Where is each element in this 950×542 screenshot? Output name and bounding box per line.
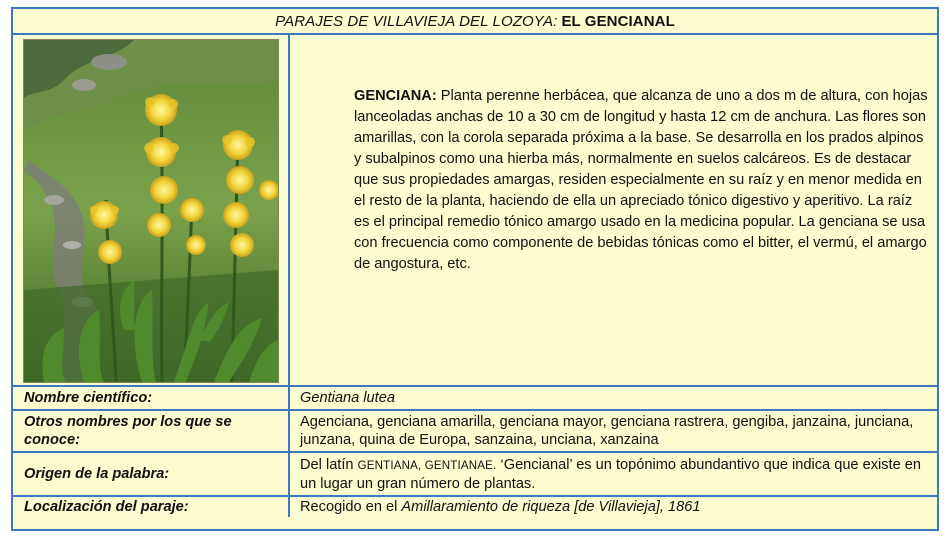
- description-text: [354, 86, 929, 275]
- location-value: Recogido en el Amillaramiento de riqueza [de Villavieja], 1861: [300, 499, 701, 515]
- info-sheet: [11, 7, 939, 531]
- scientific-name-label: Nombre científico:: [13, 387, 290, 409]
- scientific-name-value: Gentiana lutea: [300, 390, 395, 406]
- latin-etymon: GENTIANA, GENTIANAE.: [357, 459, 497, 472]
- gentian-flower-photo: [23, 39, 279, 383]
- photo-cell: [13, 35, 290, 385]
- location-label: Localización del paraje:: [13, 497, 290, 517]
- location-source: Amillaramiento de riqueza [de Villavieja], 1861: [401, 499, 701, 515]
- table-row-word-origin: [13, 453, 937, 497]
- place-name: EL GENCIANAL: [561, 12, 675, 30]
- description-cell: [290, 35, 937, 385]
- other-names-label: Otros nombres por los que se conoce:: [13, 411, 290, 451]
- title-bar: [13, 9, 937, 35]
- word-origin-value: Del latín GENTIANA, GENTIANAE. ‘Gencianal’ es un topónimo abundantivo que indica que existe en un lugar un gran número de plantas.: [300, 456, 922, 492]
- description-body: Planta perenne herbácea, que alcanza de uno a dos m de altura, con hojas lanceoladas anchas de 10 a 30 cm de longitud y hasta 12 cm de anchura. Las flores son amarillas, con la corola separada próxima a la base. Se desarrolla en los prados alpinos y subalpinos como una hierba más, normalmente en suelos calcáreos. Es de destacar que sus propiedades amargas, residen especialmente en su raíz y en menor medida en el resto de la planta, haciendo de ella un apreciado tónico digestivo y aperitivo. La raíz es el principal remedio tónico amargo usado en la medicina popular. La genciana se usa con frecuencia como componente de bebidas tónicas como el bitter, el vermú, el amargo de angostura, etc.: [354, 88, 928, 272]
- table-row-location: [13, 497, 937, 517]
- other-names-value: Agenciana, genciana amarilla, genciana mayor, genciana rastrera, gengiba, janzaina, junciana, junzana, quina de Europa, sanzaina, unciana, xanzaina: [300, 414, 914, 448]
- data-table: [13, 385, 937, 517]
- title-prefix: PARAJES DE VILLAVIEJA DEL LOZOYA:: [275, 12, 558, 30]
- word-origin-label: Origen de la palabra:: [13, 453, 290, 495]
- table-row-scientific-name: [13, 387, 937, 411]
- description-term: GENCIANA:: [354, 88, 437, 104]
- table-row-other-names: [13, 411, 937, 453]
